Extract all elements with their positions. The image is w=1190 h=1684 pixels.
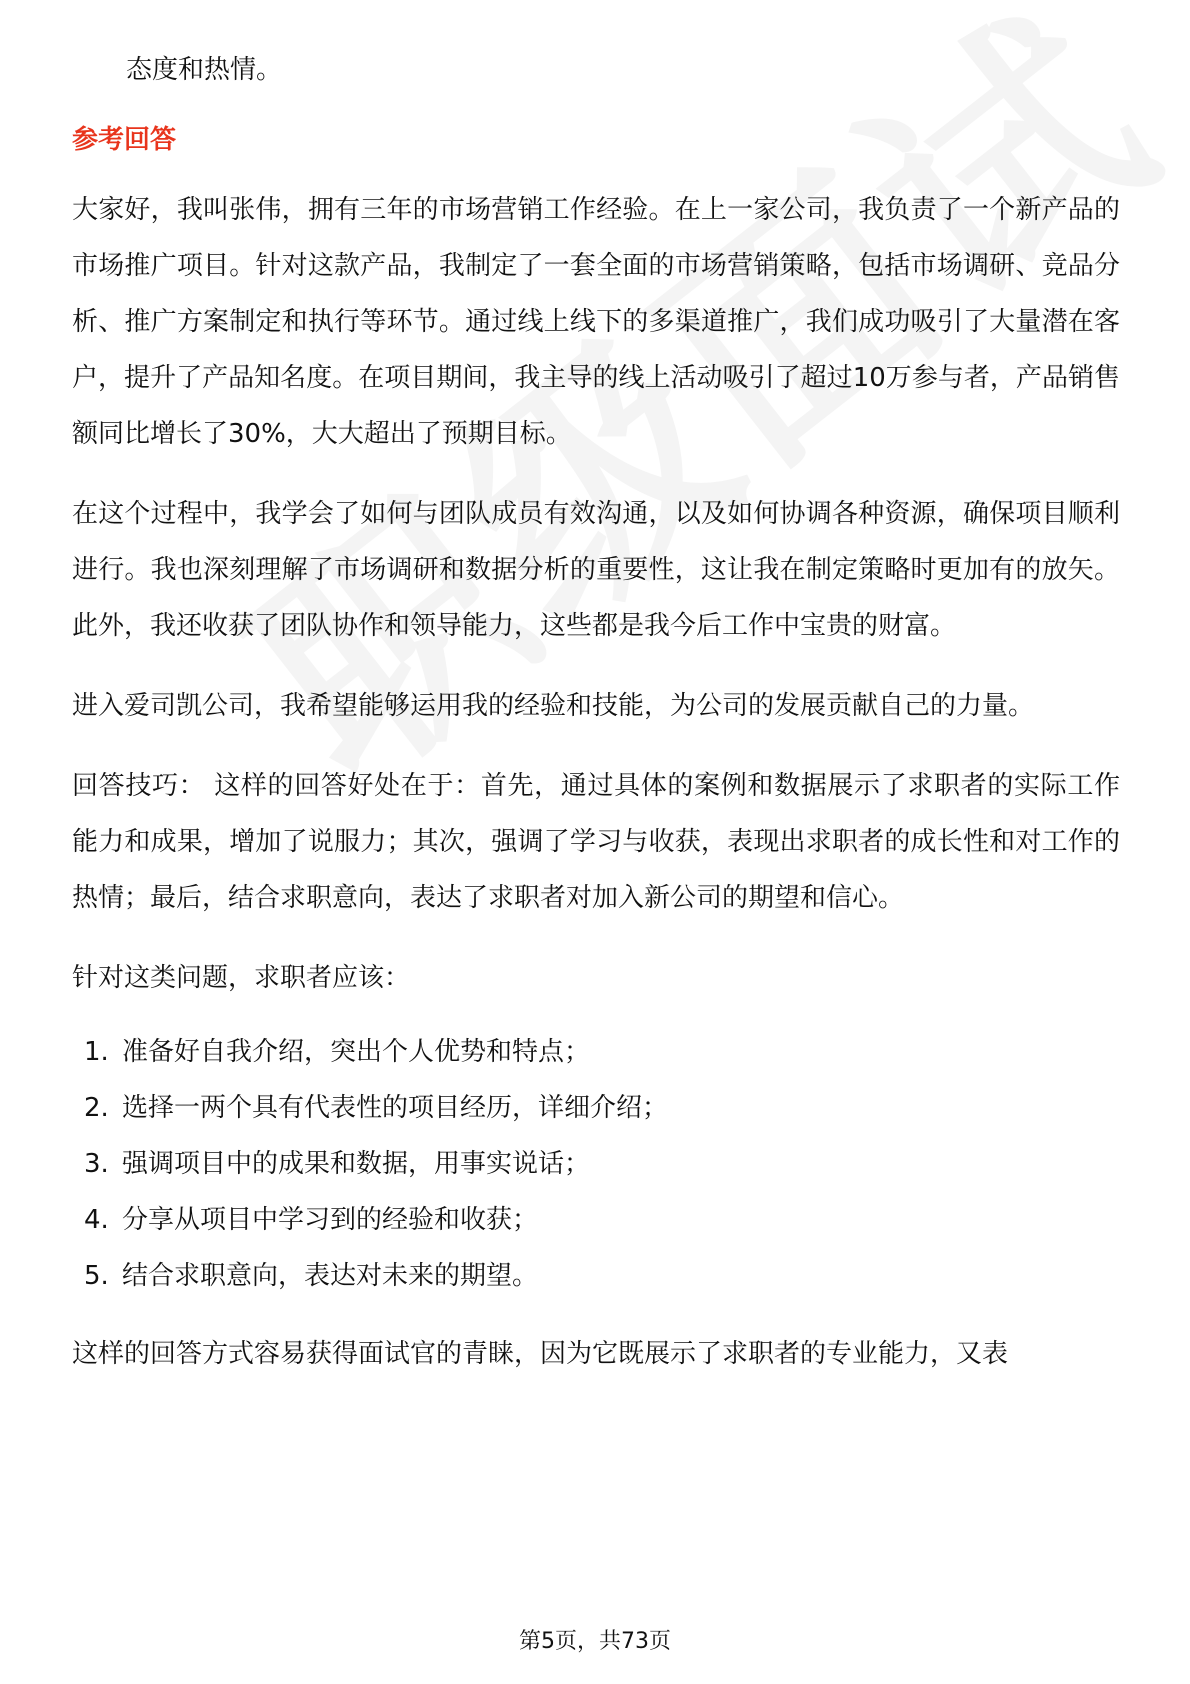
answer-paragraph-3: 进入爱司凯公司，我希望能够运用我的经验和技能，为公司的发展贡献自己的力量。: [72, 691, 1035, 721]
list-item-text: 结合求职意向，表达对未来的期望。: [122, 1261, 539, 1291]
list-item-text: 准备好自我介绍，突出个人优势和特点；: [122, 1037, 591, 1067]
list-item-number: 2.: [84, 1093, 109, 1123]
list-item: [84, 1024, 1120, 1080]
list-item: [84, 1080, 1120, 1136]
answer-paragraph-1: 大家好，我叫张伟，拥有三年的市场营销工作经验。在上一家公司，我负责了一个新产品的市场推广项目。针对这款产品，我制定了一套全面的市场营销策略，包括市场调研、竞品分析、推广方案制定和执行等环节。通过线上线下的多渠道推广，我们成功吸引了大量潜在客户，提升了产品知名度。在项目期间，我主导的线上活动吸引了超过10万参与者，产品销售额同比增长了30%，大大超出了预期目标。: [72, 195, 1120, 449]
advice-intro: 针对这类问题，求职者应该：: [72, 963, 411, 993]
section-title: 参考回答: [72, 125, 177, 155]
tips-paragraph: 回答技巧： 这样的回答好处在于：首先，通过具体的案例和数据展示了求职者的实际工作能力和成果，增加了说服力；其次，强调了学习与收获，表现出求职者的成长性和对工作的热情；最后，结合求职意向，表达了求职者对加入新公司的期望和信心。: [72, 771, 1120, 913]
advice-list: [72, 1024, 1120, 1304]
list-item-text: 强调项目中的成果和数据，用事实说话；: [122, 1149, 591, 1179]
list-item-number: 5.: [84, 1261, 109, 1291]
closing-paragraph: 这样的回答方式容易获得面试官的青睐，因为它既展示了求职者的专业能力，又表: [72, 1339, 1009, 1369]
continuation-line: 态度和热情。: [126, 55, 283, 85]
page-content: [72, 42, 1120, 1406]
list-item: [84, 1248, 1120, 1304]
list-item: [84, 1192, 1120, 1248]
list-item-number: 1.: [84, 1037, 109, 1067]
answer-paragraph-2: 在这个过程中，我学会了如何与团队成员有效沟通，以及如何协调各种资源，确保项目顺利进行。我也深刻理解了市场调研和数据分析的重要性，这让我在制定策略时更加有的放矢。此外，我还收获了团队协作和领导能力，这些都是我今后工作中宝贵的财富。: [72, 499, 1120, 641]
list-item-text: 选择一两个具有代表性的项目经历，详细介绍；: [122, 1093, 669, 1123]
list-item-number: 3.: [84, 1149, 109, 1179]
list-item-text: 分享从项目中学习到的经验和收获；: [122, 1205, 539, 1235]
list-item: [84, 1136, 1120, 1192]
list-item-number: 4.: [84, 1205, 109, 1235]
page-footer: 第5页，共73页: [519, 1629, 671, 1654]
